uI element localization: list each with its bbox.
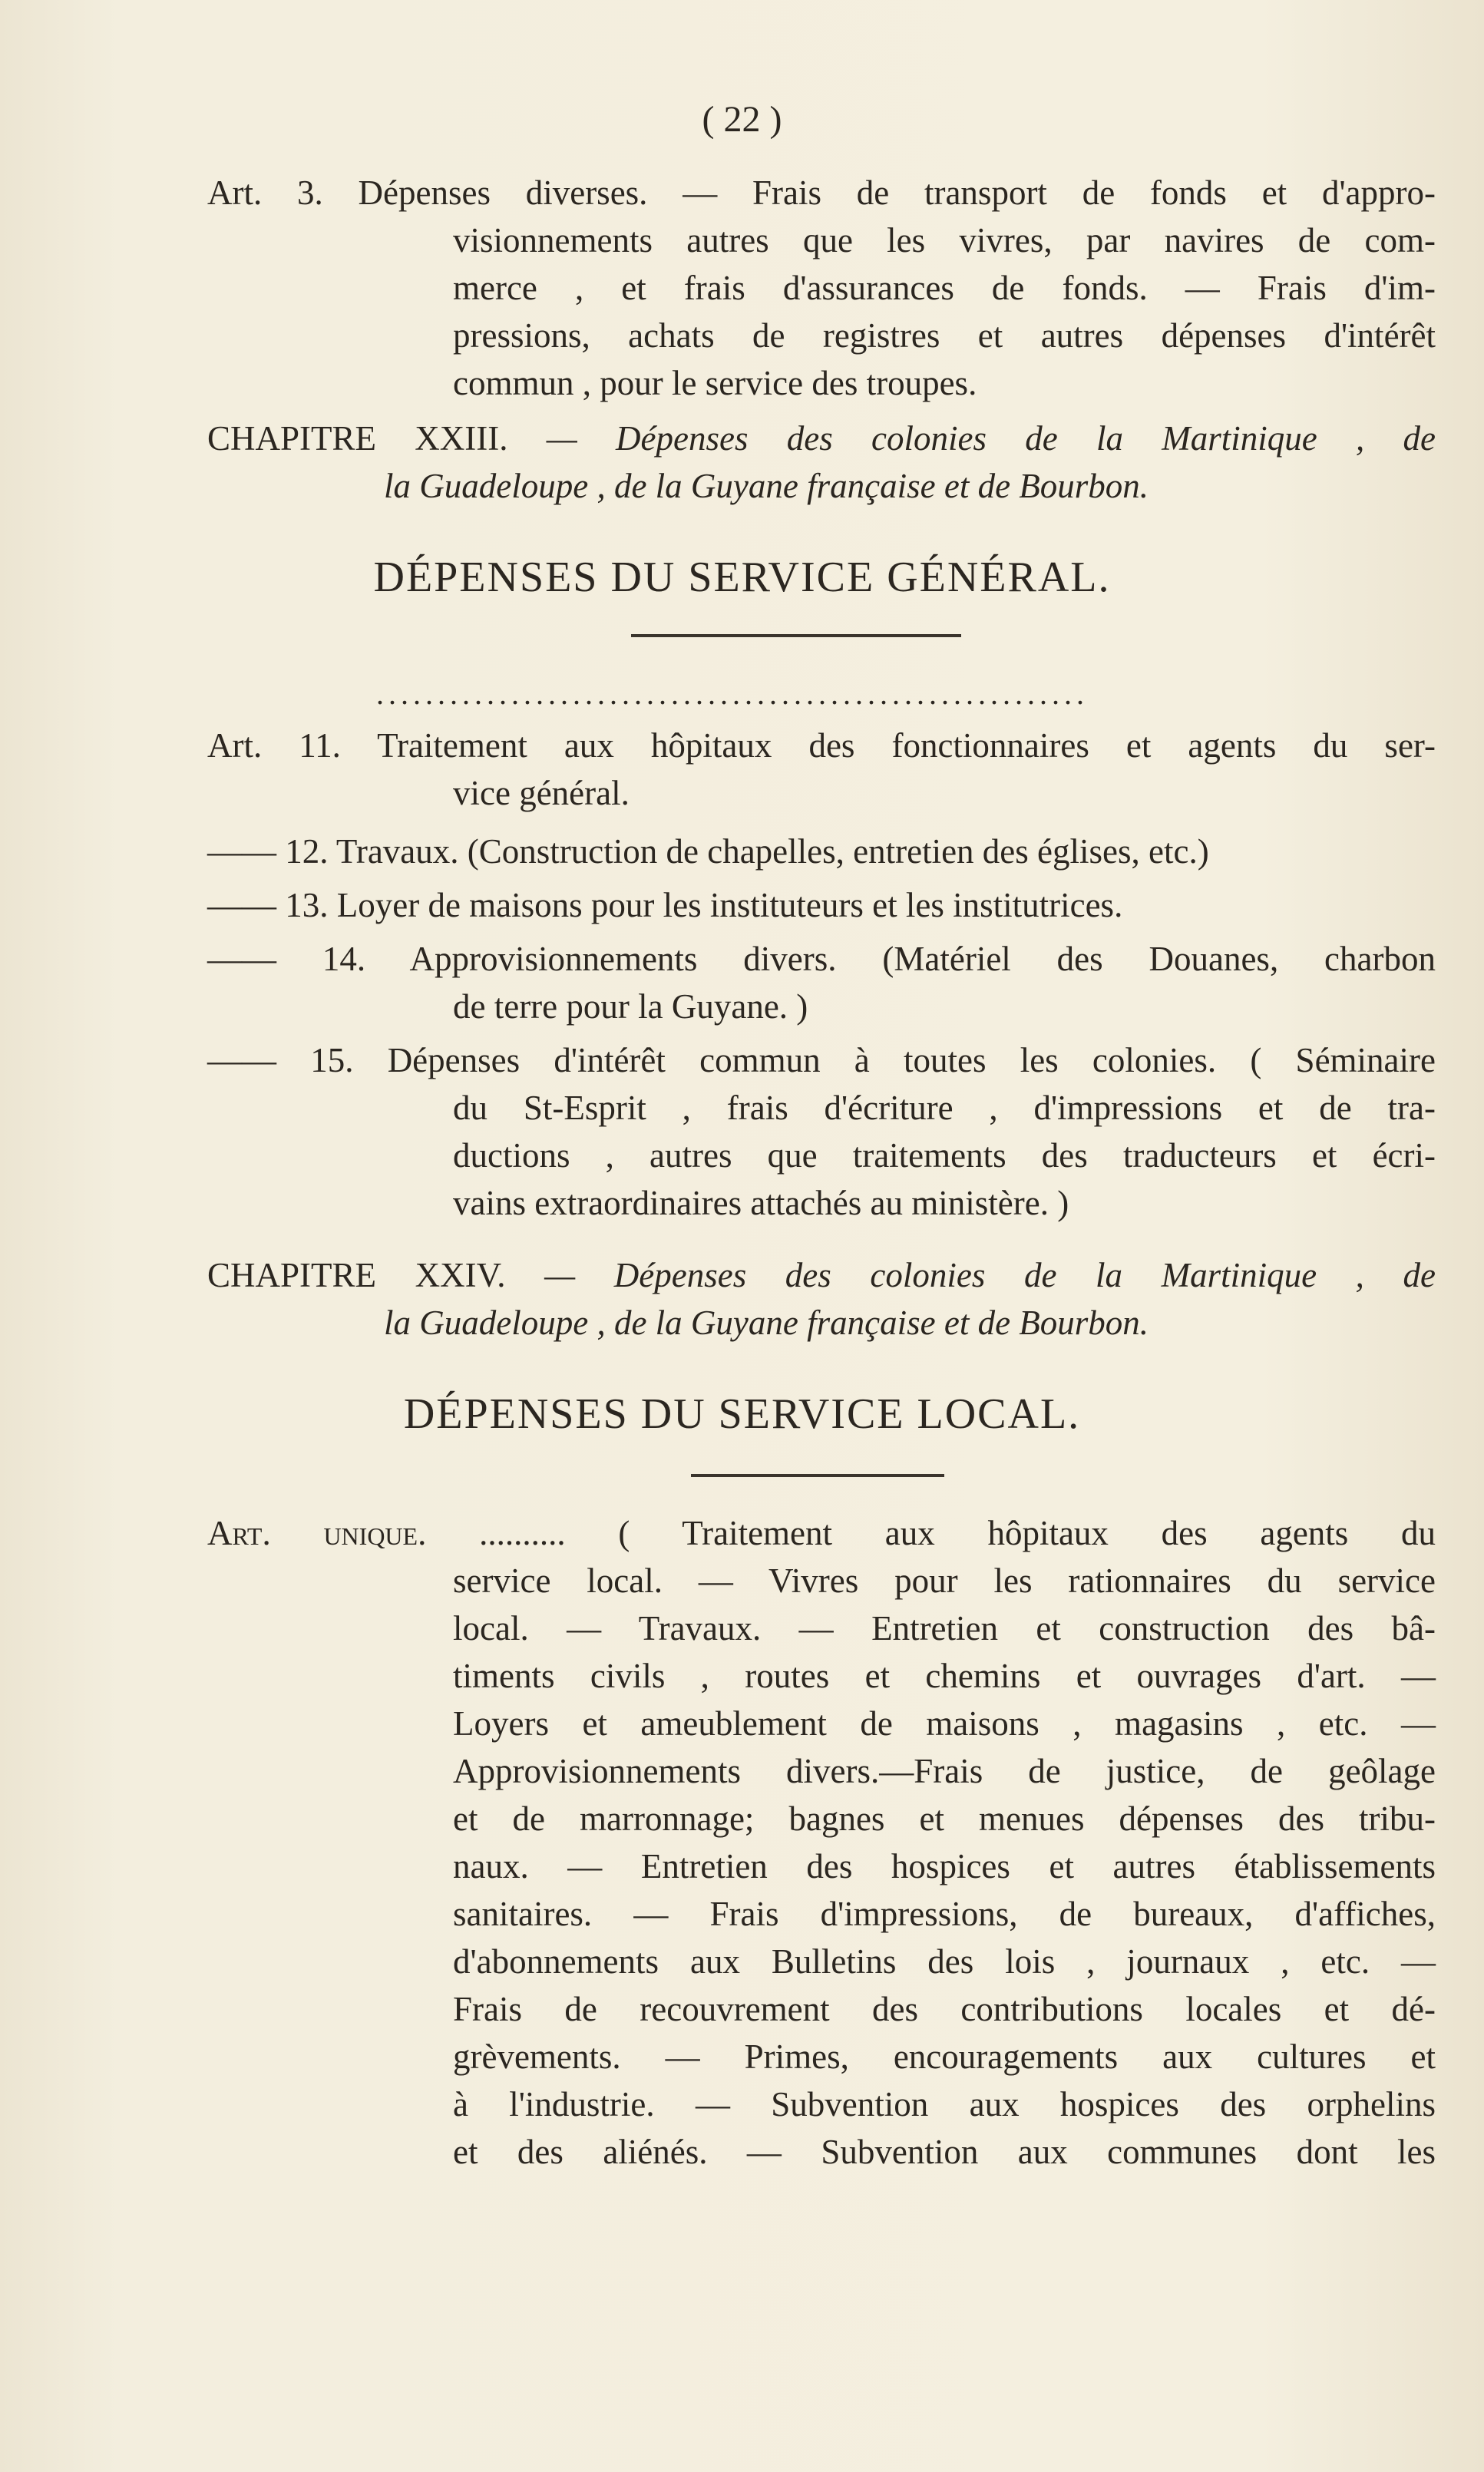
chapter-24: [207, 1251, 1436, 1347]
general-articles: [207, 722, 1436, 1227]
chapter-subtitle-line: la Guadeloupe , de la Guyane française et de Bourbon.: [384, 1304, 1149, 1342]
text-line: naux. — Entretien des hospices et autres établissements: [453, 1847, 1436, 1885]
text-line: et de marronnage; bagnes et menues dépenses des tribu-: [453, 1799, 1436, 1838]
text-line: du St-Esprit , frais d'écriture , d'impressions et de tra-: [453, 1089, 1436, 1127]
text-line: —— 14. Approvisionnements divers. (Matériel des Douanes, charbon: [207, 940, 1436, 978]
dotted-leader: ..........: [479, 1514, 566, 1552]
text-line: timents civils , routes et chemins et ouvrages d'art. —: [453, 1657, 1436, 1695]
text-line: vains extraordinaires attachés au ministère. ): [453, 1184, 1069, 1222]
text-line: pressions, achats de registres et autres dépenses d'intérêt: [453, 316, 1436, 355]
text-line: vice général.: [453, 774, 630, 812]
chapter-title: CHAPITRE XXIV.: [207, 1256, 506, 1294]
article-3: [207, 169, 1436, 407]
text-line: service local. — Vivres pour les rationnaires du service: [453, 1562, 1436, 1600]
heading-rule: [691, 1474, 944, 1477]
text-line: —— 12. Travaux. (Construction de chapelles, entretien des églises, etc.): [207, 832, 1209, 871]
text-line: à l'industrie. — Subvention aux hospices des orphelins: [453, 2085, 1436, 2123]
section-heading: DÉPENSES DU SERVICE GÉNÉRAL.: [373, 554, 1111, 601]
text-line: Art. 3. Dépenses diverses. — Frais de transport de fonds et d'appro-: [207, 174, 1436, 212]
chapter-subtitle: — Dépenses des colonies de la Martinique , de: [544, 1256, 1436, 1294]
text-line: local. — Travaux. — Entretien et construction des bâ-: [453, 1609, 1436, 1647]
text-line: ductions , autres que traitements des traducteurs et écri-: [453, 1136, 1436, 1175]
chapter-title-line: [207, 1251, 1436, 1299]
text-line: merce , et frais d'assurances de fonds. — Frais d'im-: [453, 269, 1436, 307]
article-label: Art. unique.: [207, 1514, 427, 1552]
dotted-leader: ..........................................................: [376, 676, 1089, 711]
chapter-subtitle-line: la Guadeloupe , de la Guyane française et de Bourbon.: [384, 467, 1149, 505]
text-line: grèvements. — Primes, encouragements aux cultures et: [453, 2037, 1436, 2076]
chapter-title-line: [207, 415, 1436, 462]
section-heading: DÉPENSES DU SERVICE LOCAL.: [403, 1390, 1081, 1438]
text-line: Art. 11. Traitement aux hôpitaux des fonctionnaires et agents du ser-: [207, 726, 1436, 765]
text-line: commun , pour le service des troupes.: [453, 364, 977, 402]
text-line: sanitaires. — Frais d'impressions, de bureaux, d'affiches,: [453, 1895, 1436, 1933]
text-line: Loyers et ameublement de maisons , magasins , etc. —: [453, 1704, 1436, 1743]
heading-rule: [631, 634, 961, 637]
text-line: Approvisionnements divers.—Frais de justice, de geôlage: [453, 1752, 1436, 1790]
chapter-title: CHAPITRE XXIII.: [207, 419, 508, 458]
text-line: et des aliénés. — Subvention aux communes dont les: [453, 2133, 1436, 2171]
article-unique: [207, 1509, 1436, 2176]
text-line: d'abonnements aux Bulletins des lois , journaux , etc. —: [453, 1942, 1436, 1981]
text-line: Frais de recouvrement des contributions locales et dé-: [453, 1990, 1436, 2028]
text-line: —— 15. Dépenses d'intérêt commun à toutes les colonies. ( Séminaire: [207, 1041, 1436, 1079]
text-line: Art. unique. .......... ( Traitement aux hôpitaux des agents du: [207, 1514, 1436, 1552]
chapter-subtitle: — Dépenses des colonies de la Martinique , de: [546, 419, 1436, 458]
chapter-23: [207, 415, 1436, 510]
text-line: visionnements autres que les vivres, par navires de com-: [453, 221, 1436, 259]
text-line: de terre pour la Guyane. ): [453, 987, 808, 1026]
text-line: —— 13. Loyer de maisons pour les instituteurs et les institutrices.: [207, 886, 1123, 924]
page-number: ( 22 ): [702, 99, 782, 140]
